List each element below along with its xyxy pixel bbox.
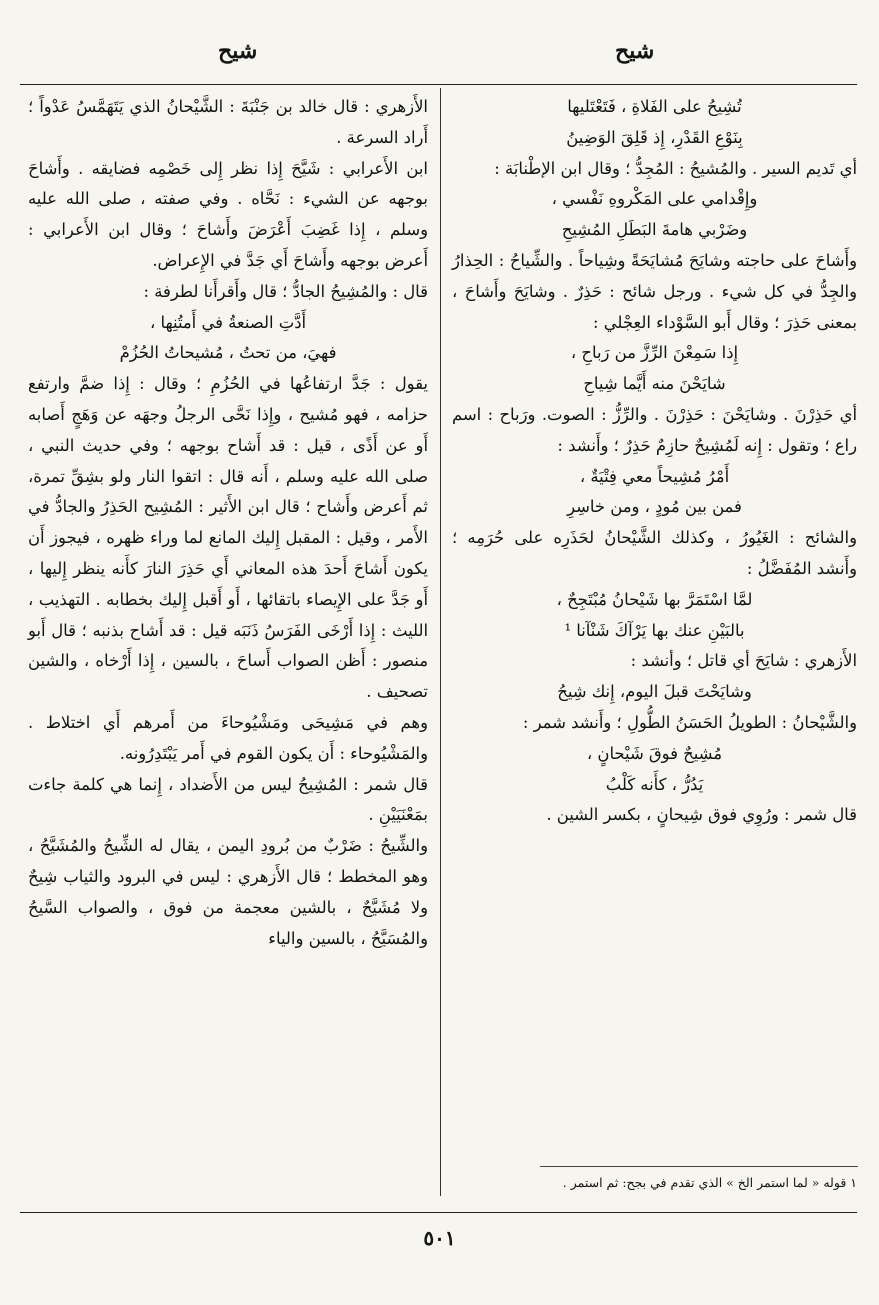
verse-line: تُشِيحُ على الفَلاةِ ، فَتَعْتَليها [567,97,742,116]
running-header-right: شيح [615,38,655,64]
paragraph: والشِّيحُ : ضَرْبٌ من بُرودِ اليمن ، يقال له الشِّيحُ والمُشَيَّحُ ، وهو المخطط ؛ قال الأَزهري : ليس في البرود والثياب شِيحٌ ولا مُشَيَّحٌ ، بالشين معجمة من فوق ، والصواب السَّيحُ والمُسَيَّحُ ، بالسين والياء [28,836,428,948]
paragraph: الأَزهري : قال خالد بن جَنْبَةَ : الشَّيْحانُ الذي يَتَهَمَّسُ عَدْواً ؛ أَراد السرعة . [28,97,428,147]
paragraph: ابن الأَعرابي : شَيَّحَ إِذا نظر إِلى خَصْمِه فضايقه . وأَشاحَ بوجهه عن الشيء : نَحَّاه . وفي صفته ، صلى الله عليه وسلم ، إِذا غَضِبَ أَعْرَضَ وأَشاحَ ؛ وقال ابن الأَعرابي : أَعرض بوجهه وأَشاحَ أَي جَدَّ في الإِعراض. [28,158,428,270]
verse-line: مُشِيحٌ فوقَ شَيْحانٍ ، [586,743,723,763]
verse-line: لمَّا اسْتَمَرَّ بها شَيْحانُ مُبْتَجِحٌ ، [556,589,753,609]
right-column [452,92,857,831]
footnote: ١ قوله « لما استمر الخ » الذي تقدم في بجح: ثم استمر . [562,1175,857,1190]
paragraph: قال : والمُشِيحُ الجادُّ ؛ قال وأَقرأَنا لطرفة : [143,281,428,301]
verse-line: بِنَوْعِ القَدْرِ، إِذ قَلِقَ الوَضِينُ [566,127,743,147]
verse-line: أَدَّتِ الصنعةُ في أَمتُنِها ، [149,312,307,332]
verse-line: وإِقْدامي على المَكْروهِ نَفْسي ، [551,189,758,209]
paragraph: والشائح : الغَيُورُ ، وكذلك الشَّيْحانُ لحَذَرِه على حُرَمِه ؛ وأَنشد المُفَضَّلُ : [452,528,857,578]
verse-line: وشايَحْتَ قبلَ اليوم، إِنك شِيحُ [557,682,752,702]
verse-line: شايَحْنَ منه أَيَّما شِياحِ [583,374,726,394]
paragraph: يقول : جَدَّ ارتفاعُها في الحُزُمِ ؛ وقال : إِذا ضمَّ وارتفع حزامه ، فهو مُشيح ، وإِذا نَحَّى الرجلُ وجهَه عن وَهَجٍ أَصابه أَو عن أَذًى ، قيل : قد أَشاح بوجهه ؛ وفي حديث النبي ، صلى الله عليه وسلم ، أَنه قال : اتقوا النار ولو بشِقِّ تمرة، ثم أَعرض وأَشاح ؛ قال ابن الأَثير : المُشِيح الحَذِرُ والجادُّ في الأَمر ، وقيل : المقبل إِليك المانع لما وراء ظهره ، فيجوز أَن يكون أَشاحَ أَحدَ هذه المعاني أَي حَذِرَ النارَ كأَنه ينظر إِليها ، أَو جَدَّ على الإِيصاء باتقائها ، أَو أَقبل إِليك بخطابه . التهذيب ، الليث : إِذا أَرْخَى الفَرَسُ ذَنَبَه قيل : قد أَشاح بذنبه ؛ قال أَبو منصور : أَظن الصواب أَساحَ ، بالسين ، إِذا أَرْخاه ، والشين تصحيف . [28,374,428,702]
verse-line: بالبَيْنِ عنك بها يَرْآكَ شَنْآنا ¹ [564,620,745,640]
verse-line: فمن بين مُودٍ ، ومن خاسِرِ [567,497,742,517]
column-divider [440,88,441,1196]
footnote-rule [540,1166,858,1167]
verse-line: أَمْرُ مُشِيحاً معي فِتْيَةٌ ، [579,466,730,486]
paragraph: وأَشاحَ على حاجته وشايَحَ مُشايَحَةً وشِياحاً . والشِّياحُ : الحِذارُ والجِدُّ في كل شيء . ورجل شائح : حَذِرٌ . وشايَحَ وأَشاحَ ، بمعنى حَذِرَ ؛ وقال أَبو السَّوْداء العِجْلي : [452,250,857,332]
paragraph: والشَّيْحانُ : الطويلُ الحَسَنُ الطُّولِ ؛ وأَنشد شمر : [522,712,857,732]
verse-line: يَدُرُّ ، كأَنه كَلْبُ [605,774,704,794]
verse-line: وضَرْبي هامةَ البَطَلِ المُشِيحِ [561,220,748,240]
verse-line: إِذا سَمِعْنَ الرِّزَّ من رَباحِ ، [570,343,739,363]
header-rule [20,84,857,85]
verse-line: فهيَ، من تحتُ ، مُشيحاتُ الحُزُمْ [119,343,337,363]
paragraph: قال شمر : ورُوِي فوق شِيحانٍ ، بكسر الشين . [546,805,857,825]
paragraph: وهم في مَشِيحَى ومَشْيُوحاءَ من أَمرهم أَي اختلاط . والمَشْيُوحاء : أَن يكون القوم في أَمر يَبْتَدِرُونه. [28,712,428,763]
page-number: ٥٠١ [423,1226,456,1250]
paragraph: الأَزهري : شايَحَ أي قاتل ؛ وأنشد : [630,651,857,671]
paragraph: قال شمر : المُشِيحُ ليس من الأَضداد ، إِنما هي كلمة جاءت بمَعْنَيَيْنِ . [28,774,428,825]
paragraph: أي تَديم السير . والمُشيحُ : المُجِدُّ ؛ وقال ابن الإطْنابَة : [494,158,857,178]
running-header-left: شيح [218,38,258,64]
paragraph: أي حَذِرْنَ . وشايَحْنَ : حَذِرْنَ . والرِّزُّ : الصوت. ورَباح : اسم راع ؛ وتقول : إِنه لَمُشِيحٌ حازِمٌ حَذِرٌ ؛ وأَنشد : [452,404,857,455]
footer-rule [20,1212,857,1213]
left-column [28,92,428,954]
